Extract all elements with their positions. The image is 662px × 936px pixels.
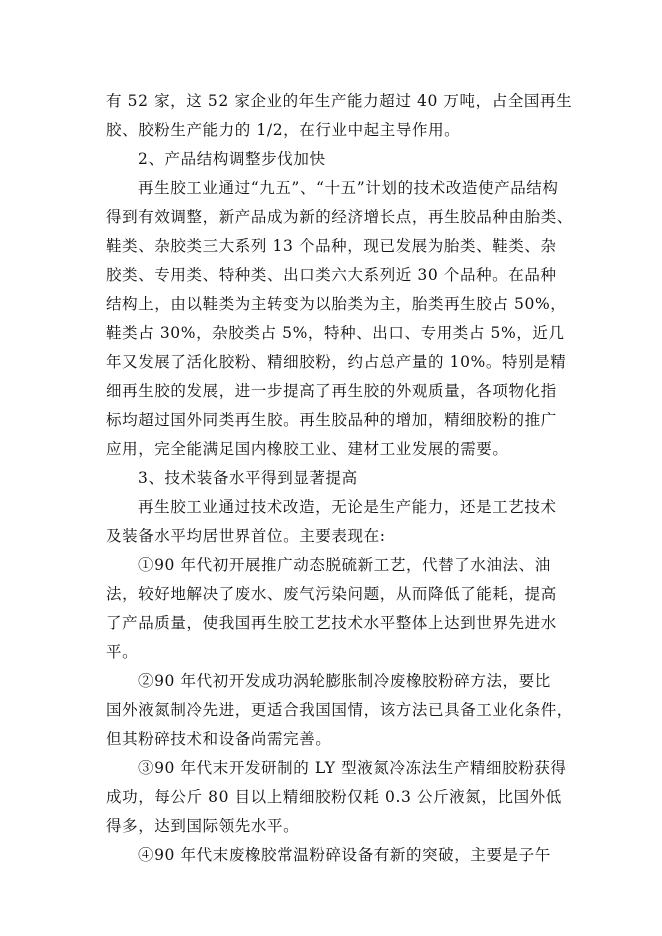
text-line: 胶类、专用类、特种类、出口类六大系列近 30 个品种。在品种: [106, 266, 557, 284]
list-item-2: ②90 年代初开发成功涡轮膨胀制冷废橡胶粉碎方法，要比: [138, 672, 551, 690]
list-item-1: ①90 年代初开展推广动态脱硫新工艺，代替了水油法、油: [138, 556, 551, 574]
section-heading: 2、产品结构调整步伐加快: [138, 150, 326, 168]
text-line: 标均超过国外同类再生胶。再生胶品种的增加，精细胶粉的推广: [106, 411, 557, 429]
text-line: 成功，每公斤 80 目以上精细胶粉仅耗 0.3 公斤液氮，比国外低: [106, 788, 562, 806]
list-item-4: ④90 年代末废橡胶常温粉碎设备有新的突破，主要是子午: [138, 846, 551, 864]
text-line: 鞋类、杂胶类三大系列 13 个品种，现已发展为胎类、鞋类、杂: [106, 237, 557, 255]
text-line: 年又发展了活化胶粉、精细胶粉，约占总产量的 10%。特别是精: [106, 353, 567, 371]
text-line: 鞋类占 30%，杂胶类占 5%，特种、出口、专用类占 5%，近几: [106, 324, 565, 342]
text-line: 平。: [106, 643, 139, 661]
text-line: 了产品质量，使我国再生胶工艺技术水平整体上达到世界先进水: [106, 614, 557, 632]
text-line: 得多，达到国际领先水平。: [106, 817, 300, 835]
text-line: 得到有效调整，新产品成为新的经济增长点，再生胶品种由胎类、: [106, 208, 573, 226]
text-line: 及装备水平均居世界首位。主要表现在:: [106, 527, 386, 545]
text-line: 应用，完全能满足国内橡胶工业、建材工业发展的需要。: [106, 440, 509, 458]
text-line: 再生胶工业通过技术改造，无论是生产能力，还是工艺技术: [138, 498, 557, 516]
text-line: 结构上，由以鞋类为主转变为以胎类为主，胎类再生胶占 50%，: [106, 295, 567, 313]
list-item-3: ③90 年代末开发研制的 LY 型液氮冷冻法生产精细胶粉获得: [138, 759, 567, 777]
text-line: 胶、胶粉生产能力的 1/2，在行业中起主导作用。: [106, 121, 461, 139]
section-heading: 3、技术装备水平得到显著提高: [138, 469, 358, 487]
text-line: 国外液氮制冷先进，更适合我国国情，该方法已具备工业化条件，: [106, 701, 573, 719]
text-line: 再生胶工业通过“九五”、“十五”计划的技术改造使产品结构: [138, 179, 559, 197]
text-line: 法，较好地解决了废水、废气污染问题，从而降低了能耗，提高: [106, 585, 557, 603]
text-line: 有 52 家，这 52 家企业的年生产能力超过 40 万吨，占全国再生: [106, 92, 573, 110]
text-line: 细再生胶的发展，进一步提高了再生胶的外观质量，各项物化指: [106, 382, 557, 400]
text-line: 但其粉碎技术和设备尚需完善。: [106, 730, 332, 748]
